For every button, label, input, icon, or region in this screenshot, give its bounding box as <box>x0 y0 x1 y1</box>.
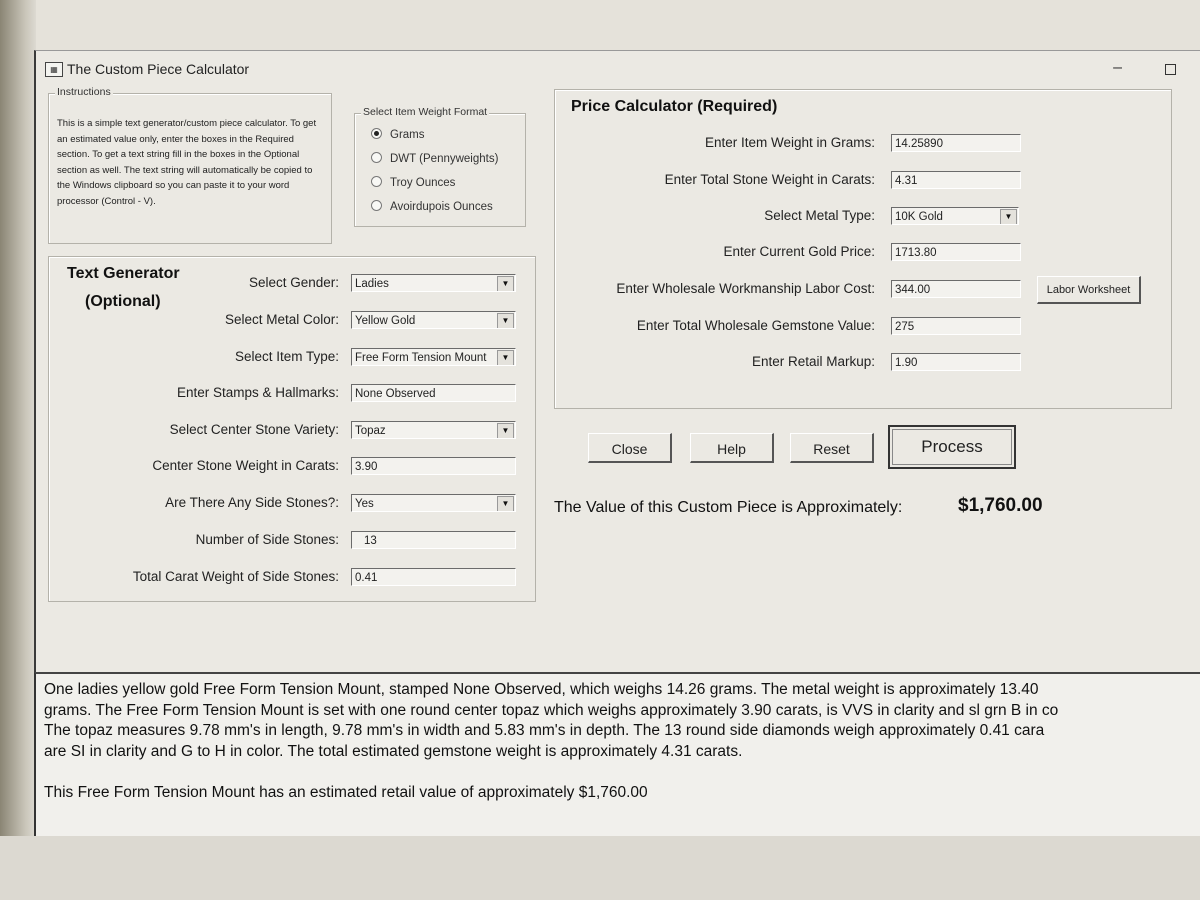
center-stone-weight-input[interactable]: 3.90 <box>351 457 516 475</box>
calculator-app-icon: ▦ <box>45 62 63 77</box>
weight-format-group <box>354 106 526 227</box>
output-line: The topaz measures 9.78 mm's in length, 9.78 mm's in width and 5.83 mm's in depth. The 13 round side diamonds weigh approximately 0.41 cara <box>44 722 1045 739</box>
gender-select[interactable] <box>351 274 516 292</box>
instructions-group <box>48 86 332 244</box>
output-text <box>44 680 1200 803</box>
chevron-down-icon[interactable]: ▼ <box>497 496 514 512</box>
metal-type-label: Select Metal Type: <box>764 208 875 223</box>
instructions-text: This is a simple text generator/custom piece calculator. To get an estimated value only, enter the boxes in the Required section. To get a text string fill in the boxes in the Optional section as well. The text string will automatically be copied to the Windows clipboard so you can paste it to your word processor (Control - V). <box>57 118 317 207</box>
side-stones-label: Are There Any Side Stones?: <box>165 495 339 510</box>
item-weight-label: Enter Item Weight in Grams: <box>704 135 875 150</box>
num-side-stones-label: Number of Side Stones: <box>195 532 339 547</box>
weight-format-legend: Select Item Weight Format <box>363 106 488 118</box>
side-stones-weight-input[interactable]: 0.41 <box>351 568 516 586</box>
output-line: grams. The Free Form Tension Mount is set with one round center topaz which weighs approximately 3.90 carats, is VVS in clarity and sl grn B in co <box>44 701 1059 719</box>
calculator-window <box>34 50 1200 683</box>
output-line: This Free Form Tension Mount has an estimated retail value of approximately $1,760.00 <box>44 783 648 801</box>
radio-unchecked-icon <box>371 200 382 211</box>
metal-type-value: 10K Gold <box>895 211 943 223</box>
gold-price-label: Enter Current Gold Price: <box>723 244 875 259</box>
stamps-label: Enter Stamps & Hallmarks: <box>176 385 339 400</box>
result-label: The Value of this Custom Piece is Approximately: <box>554 499 903 516</box>
center-stone-variety-value: Topaz <box>355 425 386 437</box>
output-line-blank <box>44 762 1200 783</box>
radio-grams-label: Grams <box>390 129 425 141</box>
gender-label: Select Gender: <box>248 275 339 290</box>
side-stones-weight-label: Total Carat Weight of Side Stones: <box>132 569 339 584</box>
radio-avoirdupois-label: Avoirdupois Ounces <box>390 201 493 213</box>
maximize-icon[interactable] <box>1165 64 1176 75</box>
stone-weight-label: Enter Total Stone Weight in Carats: <box>664 172 875 187</box>
chevron-down-icon[interactable]: ▼ <box>497 350 514 366</box>
chevron-down-icon[interactable]: ▼ <box>497 276 514 292</box>
text-generator-group <box>48 256 536 602</box>
center-stone-variety-select[interactable] <box>351 421 516 439</box>
center-stone-variety-label: Select Center Stone Variety: <box>169 422 339 437</box>
item-weight-input[interactable]: 14.25890 <box>891 134 1021 152</box>
chevron-down-icon[interactable]: ▼ <box>497 313 514 329</box>
stone-weight-input[interactable]: 4.31 <box>891 171 1021 189</box>
metal-color-select[interactable] <box>351 311 516 329</box>
reset-button[interactable]: Reset <box>790 433 874 463</box>
metal-color-value: Yellow Gold <box>355 315 416 327</box>
center-stone-weight-label: Center Stone Weight in Carats: <box>152 458 339 473</box>
radio-dwt-label: DWT (Pennyweights) <box>390 153 499 165</box>
paper-edge <box>0 0 36 900</box>
gemstone-value-input[interactable]: 275 <box>891 317 1021 335</box>
radio-troy-ounces-label: Troy Ounces <box>390 177 456 189</box>
metal-type-select[interactable] <box>891 207 1019 225</box>
price-calculator-title: Price Calculator (Required) <box>571 98 778 115</box>
chevron-down-icon[interactable]: ▼ <box>1000 209 1017 225</box>
gender-value: Ladies <box>355 278 389 290</box>
gemstone-value-label: Enter Total Wholesale Gemstone Value: <box>636 318 875 333</box>
instructions-legend: Instructions <box>57 86 111 98</box>
retail-markup-input[interactable]: 1.90 <box>891 353 1021 371</box>
item-type-label: Select Item Type: <box>234 349 339 364</box>
labor-cost-input[interactable]: 344.00 <box>891 280 1021 298</box>
item-type-value: Free Form Tension Mount <box>355 352 487 364</box>
output-line: One ladies yellow gold Free Form Tension Mount, stamped None Observed, which weighs 14.26 grams. The metal weight is approximately 13.40 <box>44 681 1039 698</box>
output-textarea[interactable] <box>34 672 1200 838</box>
output-line: are SI in clarity and G to H in color. The total estimated gemstone weight is approximately 4.31 carats. <box>44 742 743 760</box>
side-stones-select[interactable] <box>351 494 516 512</box>
price-calculator-group <box>554 89 1172 409</box>
metal-color-label: Select Metal Color: <box>224 312 339 327</box>
labor-worksheet-button[interactable]: Labor Worksheet <box>1037 276 1141 304</box>
radio-grams[interactable] <box>371 128 425 141</box>
labor-cost-label: Enter Wholesale Workmanship Labor Cost: <box>616 281 875 296</box>
radio-dwt[interactable] <box>371 152 498 165</box>
close-button[interactable]: Close <box>588 433 672 463</box>
side-stones-value: Yes <box>355 498 374 510</box>
title-bar <box>36 51 1200 87</box>
result-value: $1,760.00 <box>958 495 1043 516</box>
item-type-select[interactable] <box>351 348 516 366</box>
radio-troy-ounces[interactable] <box>371 176 455 189</box>
gold-price-input[interactable]: 1713.80 <box>891 243 1021 261</box>
help-button[interactable]: Help <box>690 433 774 463</box>
radio-checked-icon <box>371 128 382 139</box>
stamps-input[interactable]: None Observed <box>351 384 516 402</box>
retail-markup-label: Enter Retail Markup: <box>751 354 875 369</box>
window-title: The Custom Piece Calculator <box>67 61 250 77</box>
radio-unchecked-icon <box>371 152 382 163</box>
radio-unchecked-icon <box>371 176 382 187</box>
minimize-icon[interactable]: – <box>1113 59 1122 76</box>
num-side-stones-input[interactable]: 13 <box>351 531 516 549</box>
process-button[interactable]: Process <box>888 425 1016 469</box>
paper-bottom <box>0 836 1200 900</box>
text-generator-title: Text Generator <box>67 265 180 282</box>
radio-avoirdupois-ounces[interactable] <box>371 200 493 213</box>
chevron-down-icon[interactable]: ▼ <box>497 423 514 439</box>
text-generator-subtitle: (Optional) <box>85 293 161 310</box>
